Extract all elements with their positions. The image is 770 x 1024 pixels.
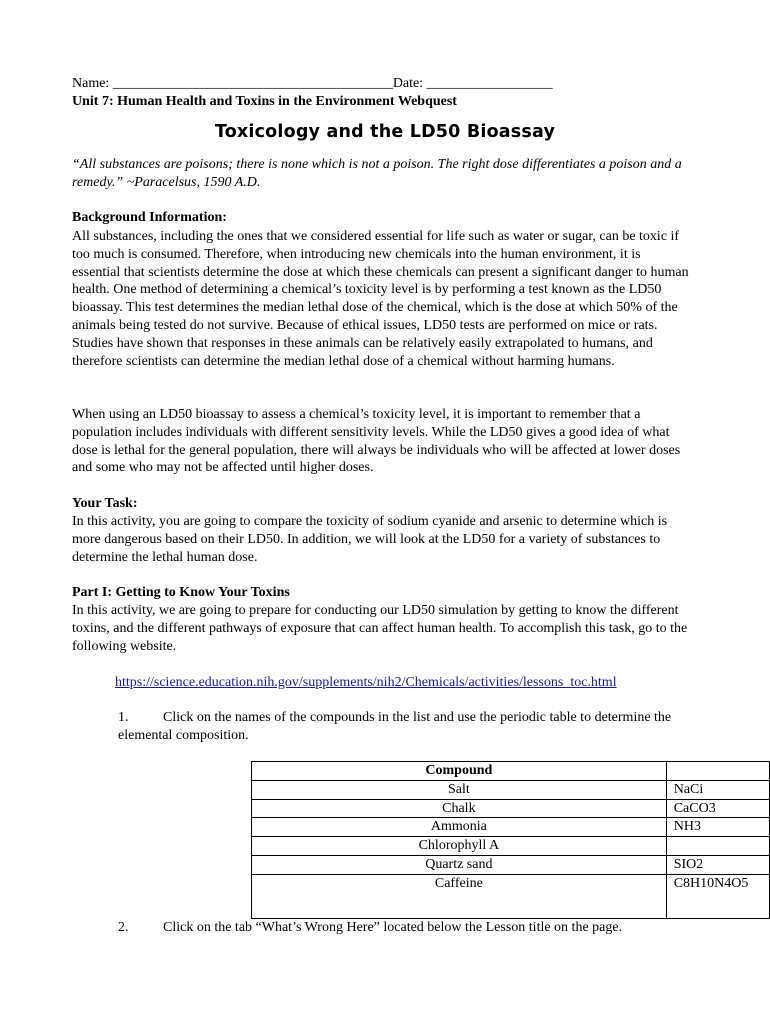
- table-row: [252, 837, 770, 856]
- table-row: [252, 780, 770, 799]
- compound-cell: Chalk: [252, 799, 667, 818]
- compound-cell: Quartz sand: [252, 855, 667, 874]
- page-title: Toxicology and the LD50 Bioassay: [214, 122, 556, 142]
- task-paragraph: In this activity, you are going to compare the toxicity of sodium cyanide and arsenic to determine which is more dangerous based on their LD50. In addition, we will look at the LD50 for a variety of substances to determine the lethal human dose.: [72, 514, 668, 565]
- compound-cell: Ammonia: [252, 818, 667, 837]
- task-heading: Your Task:: [72, 496, 138, 511]
- formula-header: [666, 762, 769, 781]
- part1-heading: Part I: Getting to Know Your Toxins: [72, 585, 290, 600]
- compound-cell: Caffeine: [252, 874, 667, 918]
- formula-cell[interactable]: [666, 837, 769, 856]
- table-header-row: [252, 762, 770, 781]
- compound-header: Compound: [252, 762, 667, 781]
- formula-cell[interactable]: NaCi: [666, 780, 769, 799]
- step-1-text: Click on the names of the compounds in the list and use the periodic table to determine the elemental composition.: [118, 710, 672, 743]
- table-row: [252, 874, 770, 918]
- table-row: [252, 818, 770, 837]
- paracelsus-quote: “All substances are poisons; there is none which is not a poison. The right dose differentiates a poison and a remedy.” ~Paracelsus, 1590 A.D.: [72, 157, 682, 190]
- formula-cell[interactable]: SIO2: [666, 855, 769, 874]
- background-paragraph-2: When using an LD50 bioassay to assess a chemical’s toxicity level, it is important to remember that a population includes individuals with different sensitivity levels. While the LD50 gives a good idea of what dose is lethal for the general population, there will always be individuals who will be affected at lower doses and some who may not be affected until higher doses.: [72, 407, 681, 476]
- step-2-text: Click on the tab “What’s Wrong Here” located below the Lesson title on the page.: [163, 920, 623, 935]
- step-2: [118, 919, 718, 937]
- unit-heading: Unit 7: Human Health and Toxins in the Environment Webquest: [72, 94, 457, 109]
- step-2-number: 2.: [118, 920, 129, 935]
- table-row: [252, 855, 770, 874]
- nih-lessons-link[interactable]: https://science.education.nih.gov/supplements/nih2/Chemicals/activities/lessons_toc.html: [115, 675, 617, 690]
- formula-cell[interactable]: C8H10N4O5: [666, 874, 769, 918]
- step-1: [118, 709, 718, 745]
- formula-cell[interactable]: NH3: [666, 818, 769, 837]
- name-date-line: Name: ________________________________________Date: __________________: [72, 76, 553, 91]
- step-1-number: 1.: [118, 710, 129, 725]
- compound-cell: Chlorophyll A: [252, 837, 667, 856]
- table-row: [252, 799, 770, 818]
- formula-cell[interactable]: CaCO3: [666, 799, 769, 818]
- compound-table: [251, 761, 770, 919]
- compound-cell: Salt: [252, 780, 667, 799]
- background-heading: Background Information:: [72, 210, 227, 225]
- background-paragraph-1: All substances, including the ones that we considered essential for life such as water or sugar, can be toxic if too much is consumed. Therefore, when introducing new chemicals into the human environment, it is essential that scientists determine the dose at which these chemicals can present a significant danger to human health. One method of determining a chemical’s toxicity level is by performing a test known as the LD50 bioassay. This test determines the median lethal dose of the chemical, which is the dose at which 50% of the animals being tested do not survive. Because of ethical issues, LD50 tests are performed on mice or rats. Studies have shown that responses in these animals can be relatively easily extrapolated to humans, and therefore scientists can determine the median lethal dose of a chemical without harming humans.: [72, 229, 689, 369]
- part1-paragraph: In this activity, we are going to prepare for conducting our LD50 simulation by getting to know the different toxins, and the different pathways of exposure that can affect human health. To accomplish this task, go to the following website.: [72, 603, 688, 654]
